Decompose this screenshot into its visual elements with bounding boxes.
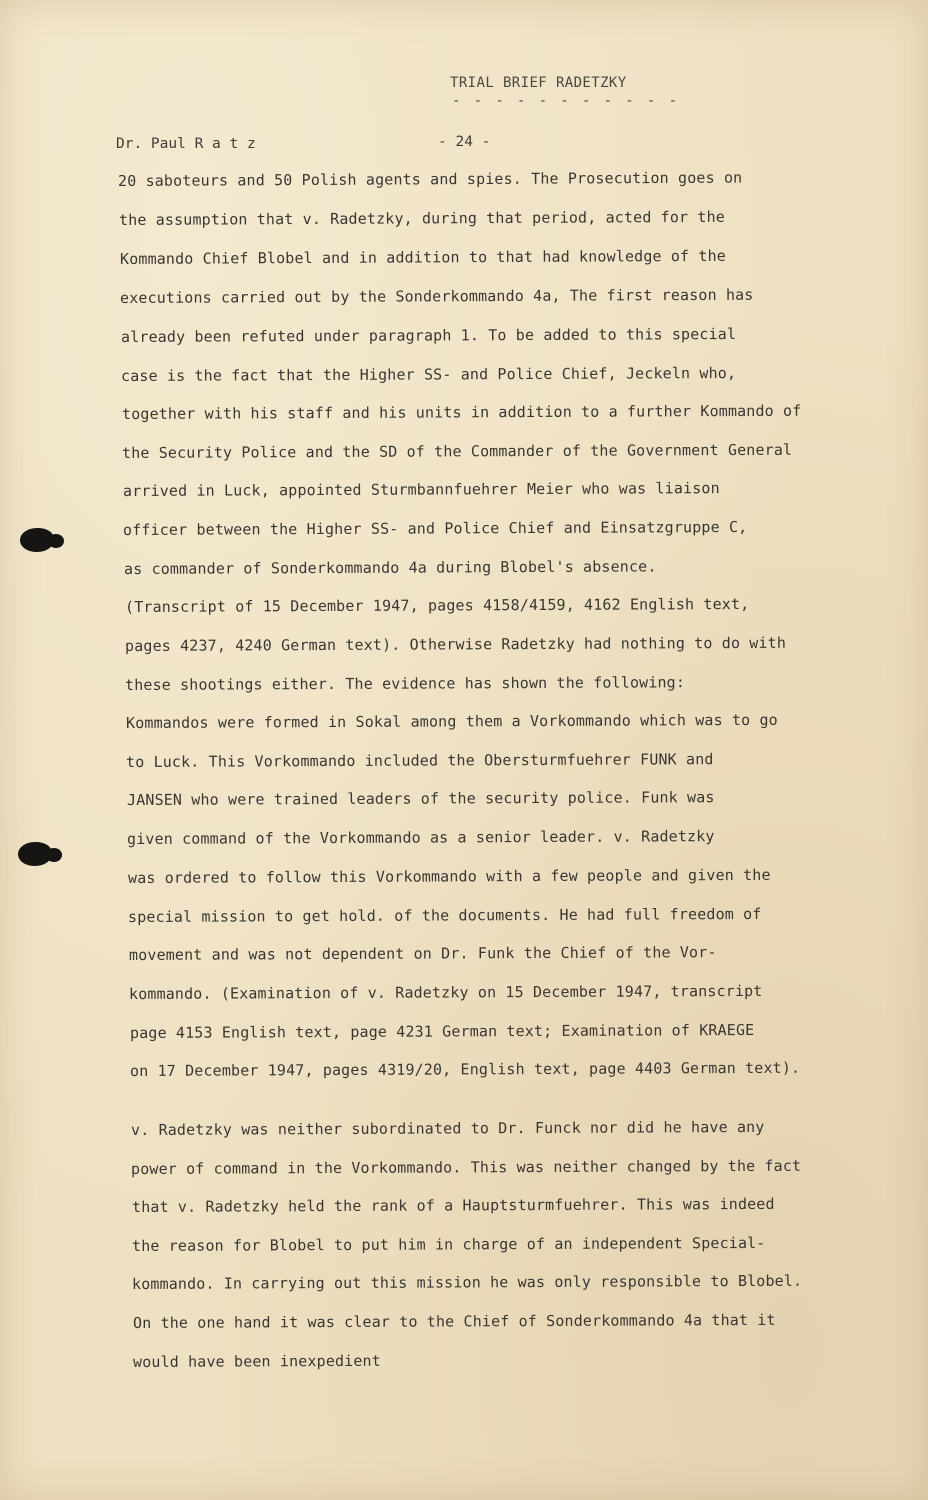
body-line: JANSEN who were trained leaders of the security police. Funk was — [126, 788, 715, 809]
body-line: executions carried out by the Sonderkommando 4a, The first reason has — [119, 285, 754, 307]
body-line: kommando. In carrying out this mission he was only responsible to Blobel. — [131, 1271, 803, 1293]
author-line: Dr. Paul R a t z — [116, 136, 256, 152]
body-line: On the one hand it was clear to the Chief of Sonderkommando 4a that it — [132, 1310, 776, 1332]
body-line: 20 saboteurs and 50 Polish agents and spies. The Prosecution goes on — [117, 168, 743, 190]
body-line: on 17 December 1947, pages 4319/20, English text, page 4403 German text). — [129, 1058, 801, 1080]
punch-hole-lower — [18, 842, 52, 866]
body-line: officer between the Higher SS- and Police Chief and Einsatzgruppe C, — [122, 517, 748, 539]
page-number: - 24 - — [438, 134, 491, 150]
body-line: arrived in Luck, appointed Sturmbannfuehrer Meier who was liaison — [122, 479, 720, 500]
title-underline: - - - - - - - - - - - — [452, 93, 680, 109]
body-line: would have been inexpedient — [132, 1351, 381, 1371]
body-line: was ordered to follow this Vorkommando with a few people and given the — [127, 865, 771, 887]
body-line: power of command in the Vorkommando. This was neither changed by the fact — [130, 1156, 802, 1178]
body-line: already been refuted under paragraph 1. To be added to this special — [120, 324, 737, 346]
body-line: Kommandos were formed in Sokal among them a Vorkommando which was to go — [125, 710, 778, 732]
body-line: kommando. (Examination of v. Radetzky on 15 December 1947, transcript — [128, 981, 763, 1003]
body-line: case is the fact that the Higher SS- and Police Chief, Jeckeln who, — [120, 363, 737, 385]
body-line: (Transcript of 15 December 1947, pages 4158/4159, 4162 English text, — [124, 594, 750, 616]
body-line: special mission to get hold. of the documents. He had full freedom of — [127, 904, 762, 926]
body-line: movement and was not dependent on Dr. Funk the Chief of the Vor- — [128, 943, 717, 964]
body-line: given command of the Vorkommando as a senior leader. v. Radetzky — [126, 827, 715, 848]
body-line: the assumption that v. Radetzky, during that period, acted for the — [118, 207, 725, 229]
body-line: that v. Radetzky held the rank of a Hauptsturmfuehrer. This was indeed — [131, 1194, 775, 1216]
body-line: to Luck. This Vorkommando included the Obersturmfuehrer FUNK and — [125, 750, 714, 771]
body-line: page 4153 English text, page 4231 German text; Examination of KRAEGE — [129, 1020, 755, 1042]
body-line: together with his staff and his units in addition to a further Kommando of — [121, 401, 802, 423]
body-line: v. Radetzky was neither subordinated to Dr. Funck nor did he have any — [130, 1117, 765, 1139]
document-title: TRIAL BRIEF RADETZKY — [450, 75, 627, 91]
body-line: these shootings either. The evidence has shown the following: — [124, 673, 686, 694]
body-line: Kommando Chief Blobel and in addition to that had knowledge of the — [119, 246, 726, 268]
punch-hole-upper — [20, 528, 54, 552]
body-line: the reason for Blobel to put him in charge of an independent Special- — [131, 1233, 766, 1255]
body-line: as commander of Sonderkommando 4a during Blobel's absence. — [123, 557, 657, 578]
body-line: pages 4237, 4240 German text). Otherwise Radetzky had nothing to do with — [124, 633, 787, 655]
body-line: the Security Police and the SD of the Commander of the Government General — [121, 440, 793, 462]
